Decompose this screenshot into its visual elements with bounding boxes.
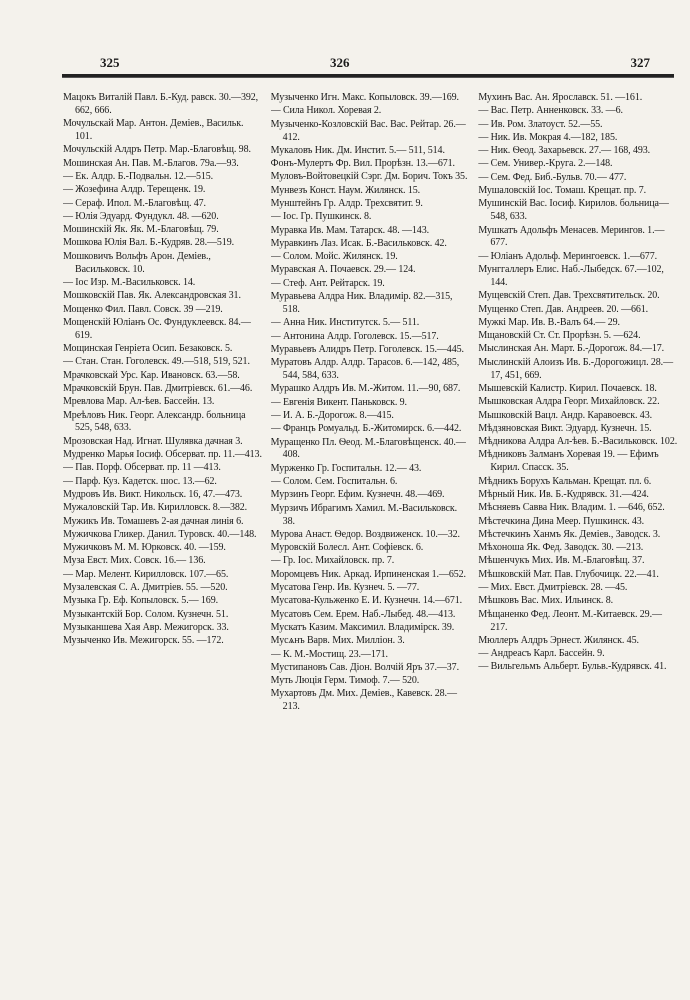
directory-entry: Муравьева Алдра Ник. Владимір. 82.—315, 518. xyxy=(270,291,453,315)
directory-entry: Мрозовская Над. Игнат. Шулявка дачная 3. xyxy=(63,435,243,447)
directory-entry: Музыканшева Хая Авр. Межигорск. 33. xyxy=(63,621,229,633)
directory-entry: Мѣшковъ Вас. Мих. Ильинск. 8. xyxy=(478,595,614,607)
directory-entry: Муловъ-Войтовецкій Сэрг. Дм. Борич. Токъ 35. xyxy=(270,171,468,183)
directory-entry: — Іос. Гр. Пушкинск. 8. xyxy=(270,211,372,223)
directory-entry: Мышковскій Вацл. Андр. Каравоевск. 43. xyxy=(478,409,652,421)
directory-entry: Мыслинскій Алоизъ Ив. Б.-Дорогожицл. 28.—17, 451, 669. xyxy=(478,356,673,381)
directory-entry: Мощенскій Юліанъ Ос. Фундуклеевск. 84.—619. xyxy=(63,316,251,341)
column-2 xyxy=(271,92,471,987)
directory-entry: Мревлова Мар. Ал-ѣев. Бассейн. 13. xyxy=(63,396,215,408)
directory-entry: Мудренко Марья Іосиф. Обсерват. пр. 11.—413. xyxy=(63,449,262,461)
directory-entry: — Анна Ник. Институтск. 5.— 511. xyxy=(270,317,420,329)
directory-entry: Мошковичъ Вольфъ Арон. Деміев., Васильковск. 10. xyxy=(63,250,211,275)
directory-entry: Мухартовъ Дм. Мих. Деміев., Кавевск. 28.—213. xyxy=(270,688,457,713)
directory-entry: Мунвезъ Конст. Наум. Жилянск. 15. xyxy=(270,184,421,196)
directory-entry: — Юліанъ Адольф. Мерингоевск. 1.—677. xyxy=(478,250,658,262)
directory-entry: — Ив. Ром. Златоуст. 52.—55. xyxy=(478,118,603,130)
directory-entry: Фонъ-Мулертъ Фр. Вил. Прорѣзн. 13.—671. xyxy=(270,158,455,170)
directory-entry: Мѣсняевъ Савва Ник. Владим. 1. —646, 652. xyxy=(478,502,665,514)
directory-entry: — Ник. Ѳеод. Захарьевск. 27.— 168, 493. xyxy=(478,145,651,157)
directory-entry: — Солом. Мойс. Жилянск. 19. xyxy=(270,251,398,263)
directory-entry: Мунггаллеръ Елис. Наб.-Лыбедск. 67.—102, 144. xyxy=(478,264,664,288)
directory-entry: Музыка Гр. Еф. Копыловск. 5.— 169. xyxy=(63,595,218,607)
directory-entry: Мущенко Степ. Дав. Андреев. 20. —661. xyxy=(478,303,649,315)
directory-entry: Мошкова Юлія Вал. Б.-Кудряв. 28.—519. xyxy=(63,237,234,249)
column-1 xyxy=(63,92,263,987)
directory-entry: Мреѣловъ Ник. Георг. Александр. больница 525, 548, 633. xyxy=(63,409,246,434)
directory-entry: — Евгенія Викент. Паньковск. 9. xyxy=(270,396,407,408)
directory-entry: Мурова Анаст. Ѳедор. Воздвиженск. 10.—32. xyxy=(270,528,460,540)
directory-entry: Мукаловъ Ник. Дм. Инстит. 5.— 511, 514. xyxy=(270,144,445,156)
directory-entry: Музыченко Ив. Межигорск. 55. —172. xyxy=(63,635,224,647)
directory-entry: Мюллеръ Алдръ Эрнест. Жилянск. 45. xyxy=(478,634,639,646)
directory-entry: — Вильгельмъ Альберт. Бульв.-Кудрявск. 41. xyxy=(478,661,667,673)
page-header xyxy=(60,55,650,73)
directory-entry: Муза Евст. Мих. Совск. 16.— 136. xyxy=(63,555,206,567)
directory-entry: Муть Люція Герм. Тимоф. 7.— 520. xyxy=(270,675,420,687)
directory-entry: — Парф. Куз. Кадетск. шос. 13.—62. xyxy=(63,475,217,487)
directory-entry: Мурженко Гр. Госпитальн. 12.— 43. xyxy=(270,462,422,474)
directory-entry: Мацокъ Виталій Павл. Б.-Куд. равск. 30.—392, 662, 666. xyxy=(63,92,259,116)
directory-entry: — Сем. Фед. Биб.-Бульв. 70.— 477. xyxy=(478,171,627,183)
directory-entry: — Сем. Универ.-Круга. 2.—148. xyxy=(478,158,613,170)
directory-entry: — Сила Никол. Хоревая 2. xyxy=(270,105,382,117)
directory-entry: — Францъ Ромуальд. Б.-Житомирск. 6.—442. xyxy=(270,423,462,435)
directory-columns xyxy=(63,92,678,987)
directory-entry: Мѣстечкинъ Ханмъ Як. Деміев., Заводск. 3. xyxy=(478,528,661,540)
directory-entry: — К. М.-Мостищ. 23.—171. xyxy=(270,648,388,660)
directory-entry: Мышковская Алдра Георг. Михайловск. 22. xyxy=(478,396,660,408)
directory-entry: — Андреасъ Карл. Бассейн. 9. xyxy=(478,648,605,660)
directory-entry: — Іос Изр. М.-Васильковск. 14. xyxy=(63,276,196,288)
directory-entry: — Гр. Іос. Михайловск. пр. 7. xyxy=(270,555,395,567)
page-number-right: 327 xyxy=(630,55,650,70)
directory-entry: Мѣстечкина Дина Меер. Пушкинск. 43. xyxy=(478,515,645,527)
directory-entry: Мошинская Ан. Пав. М.-Благов. 79а.—93. xyxy=(63,157,239,169)
directory-entry: Мошинскій Як. Як. М.-Благовѣщ. 79. xyxy=(63,224,219,236)
directory-entry: — И. А. Б.-Дорогож. 8.—415. xyxy=(270,409,394,421)
directory-entry: Мрачковскій Брун. Пав. Дмитріевск. 61.—46. xyxy=(63,382,253,394)
directory-entry: Мыслинская Ан. Март. Б.-Дорогож. 84.—17. xyxy=(478,343,665,355)
directory-entry: Мужаловскій Тар. Ив. Кирилловск. 8.—382. xyxy=(63,502,248,514)
directory-entry: — Стан. Стан. Гоголевск. 49.—518, 519, 521. xyxy=(63,356,250,368)
directory-entry: Мущевскій Степ. Дав. Трехсвятительск. 20. xyxy=(478,290,660,302)
directory-entry: Мщановскій Ст. Ст. Прорѣзн. 5. —624. xyxy=(478,330,641,342)
directory-entry: Муравкинъ Лаз. Исак. Б.-Васильковск. 42. xyxy=(270,237,447,249)
directory-entry: — Жозефина Алдр. Терещенк. 19. xyxy=(63,184,206,196)
directory-entry: Мочульскай Мар. Антон. Деміев., Васильк. 101. xyxy=(63,118,244,143)
directory-entry: Мушкатъ Адольфъ Менасев. Мерингов. 1.—677. xyxy=(478,224,665,249)
directory-entry: Мужичкова Гликер. Данил. Туровск. 40.—148. xyxy=(63,528,257,540)
directory-entry: Музалевская С. А. Дмитріев. 55. —520. xyxy=(63,582,228,594)
directory-entry: Мѣшковскій Мат. Пав. Глубочицк. 22.—41. xyxy=(478,568,659,580)
directory-entry: — Солом. Сем. Госпитальн. 6. xyxy=(270,476,398,488)
directory-entry: — Ник. Ив. Мокрая 4.—182, 185. xyxy=(478,131,618,143)
page-number-center: 326 xyxy=(330,55,350,70)
directory-entry: Мышевскій Калистр. Кирил. Почаевск. 18. xyxy=(478,382,657,394)
directory-entry: Муравьевъ Алидръ Петр. Гоголевск. 15.—445. xyxy=(270,343,464,355)
directory-entry: Мушинскій Вас. Іосиф. Кирилов. больница—548, 633. xyxy=(478,198,669,223)
directory-entry: Музыченко Игн. Макс. Копыловск. 39.—169. xyxy=(270,92,459,103)
directory-entry: Мухинъ Вас. Ан. Ярославск. 51. —161. xyxy=(478,92,643,103)
directory-entry: Моромцевъ Ник. Аркад. Ирпиненская 1.—652. xyxy=(270,568,466,580)
directory-entry: Мѣхоноша Як. Фед. Заводск. 30. —213. xyxy=(478,542,644,554)
directory-entry: Мѣдниковъ Залманъ Хоревая 19. — Ефимъ Кирил. Спасск. 35. xyxy=(478,449,659,474)
directory-entry: Мурзинъ Георг. Ефим. Кузнечн. 48.—469. xyxy=(270,489,445,501)
directory-entry: Мудровъ Ив. Викт. Никольск. 16, 47.—473. xyxy=(63,488,243,500)
directory-entry: — Мар. Мелент. Кирилловск. 107.—65. xyxy=(63,568,229,580)
directory-entry: Муравская А. Почаевск. 29.— 124. xyxy=(270,264,416,276)
directory-entry: Мускатъ Казим. Максимил. Владимірск. 39. xyxy=(270,621,455,633)
directory-entry: Мѣдникова Алдра Ал-ѣев. Б.-Васильковск. 102. xyxy=(478,436,678,448)
directory-entry: Муратовъ Алдр. Алдр. Тарасов. 6.—142, 485, 544, 584, 633. xyxy=(270,357,460,382)
directory-entry: Мѣдзяновская Викт. Эдуард. Кузнечн. 15. xyxy=(478,422,652,434)
directory-entry: Музыкантскій Бор. Солом. Кузнечн. 51. xyxy=(63,608,229,620)
directory-entry: — Пав. Порф. Обсерват. пр. 11 —413. xyxy=(63,462,221,474)
directory-entry: Мѣшенчукъ Мих. Ив. М.-Благовѣщ. 37. xyxy=(478,555,645,567)
directory-entry: Мужичковъ М. М. Юрковск. 40. —159. xyxy=(63,542,226,554)
directory-entry: Мусѧнъ Варв. Мих. Милліон. 3. xyxy=(270,635,405,647)
directory-entry: Мошковскій Пав. Як. Александровская 31. xyxy=(63,290,241,302)
directory-entry: Муровскій Болесл. Ант. Софіевск. 6. xyxy=(270,542,424,554)
directory-entry: — Антонина Алдр. Гоголевск. 15.—517. xyxy=(270,330,439,342)
directory-entry: Мунштейнъ Гр. Алдр. Трехсвятит. 9. xyxy=(270,197,423,209)
directory-entry: — Сераф. Ипол. М.-Благовѣщ. 47. xyxy=(63,197,206,209)
directory-entry: Мурзичъ Ибрагимъ Хамил. М.-Васильковск. 38. xyxy=(270,502,458,527)
directory-entry: — Юлія Эдуард. Фундукл. 48. —620. xyxy=(63,210,219,222)
directory-entry: Мусатова-Кульженко Е. И. Кузнечн. 14.—671. xyxy=(270,595,463,607)
directory-entry: Мѣдникъ Борухъ Кальман. Крещат. пл. 6. xyxy=(478,475,652,487)
directory-entry: — Ек. Алдр. Б.-Подвальн. 12.—515. xyxy=(63,171,214,182)
directory-entry: — Вас. Петр. Анненковск. 33. —6. xyxy=(478,105,623,117)
directory-entry: Музыченко-Козловскій Вас. Вас. Рейтар. 26.—412. xyxy=(270,118,466,143)
directory-entry: — Мих. Евст. Дмитріевск. 28. —45. xyxy=(478,582,628,594)
directory-entry: Мѣщаненко Фед. Леонт. М.-Китаевск. 29.—217. xyxy=(478,608,662,633)
directory-entry: Мрачковскай Урс. Кар. Ивановск. 63.—58. xyxy=(63,369,240,381)
page-number-left: 325 xyxy=(100,55,120,70)
directory-entry: Мусатова Генр. Ив. Кузнеч. 5. —77. xyxy=(270,582,420,594)
column-3 xyxy=(478,92,678,987)
directory-entry: Мурашко Алдръ Ив. М.-Житом. 11.—90, 687. xyxy=(270,383,461,395)
directory-entry: — Стеф. Ант. Рейтарск. 19. xyxy=(270,277,385,289)
directory-entry: Мусатовъ Сем. Ерем. Наб.-Лыбед. 48.—413. xyxy=(270,608,456,620)
directory-entry: Мужикъ Ив. Томашевъ 2-ая дачная линія 6. xyxy=(63,515,244,527)
directory-entry: Мѣрный Ник. Ив. Б.-Кудрявск. 31.—424. xyxy=(478,488,649,500)
directory-entry: Мушаловскій Іос. Томаш. Крещат. пр. 7. xyxy=(478,185,647,197)
directory-entry: Мощенко Фил. Павл. Совск. 39 —219. xyxy=(63,303,223,315)
directory-entry: Мустипановъ Сав. Діон. Волчій Яръ 37.—37. xyxy=(270,661,459,673)
directory-entry: Мочульскій Алдръ Петр. Мар.-Благовѣщ. 98. xyxy=(63,144,251,156)
directory-entry: Муращенко Пл. Ѳеод. М.-Благовѣщенск. 40.—408. xyxy=(270,436,466,461)
directory-entry: Мужкi Мар. Ив. В.-Валъ 64.— 29. xyxy=(478,316,620,328)
directory-entry: Муравка Ив. Мам. Татарск. 48. —143. xyxy=(270,224,429,236)
directory-entry: Мощинская Генріета Осип. Безаковск. 5. xyxy=(63,343,233,355)
header-rule xyxy=(62,74,674,78)
